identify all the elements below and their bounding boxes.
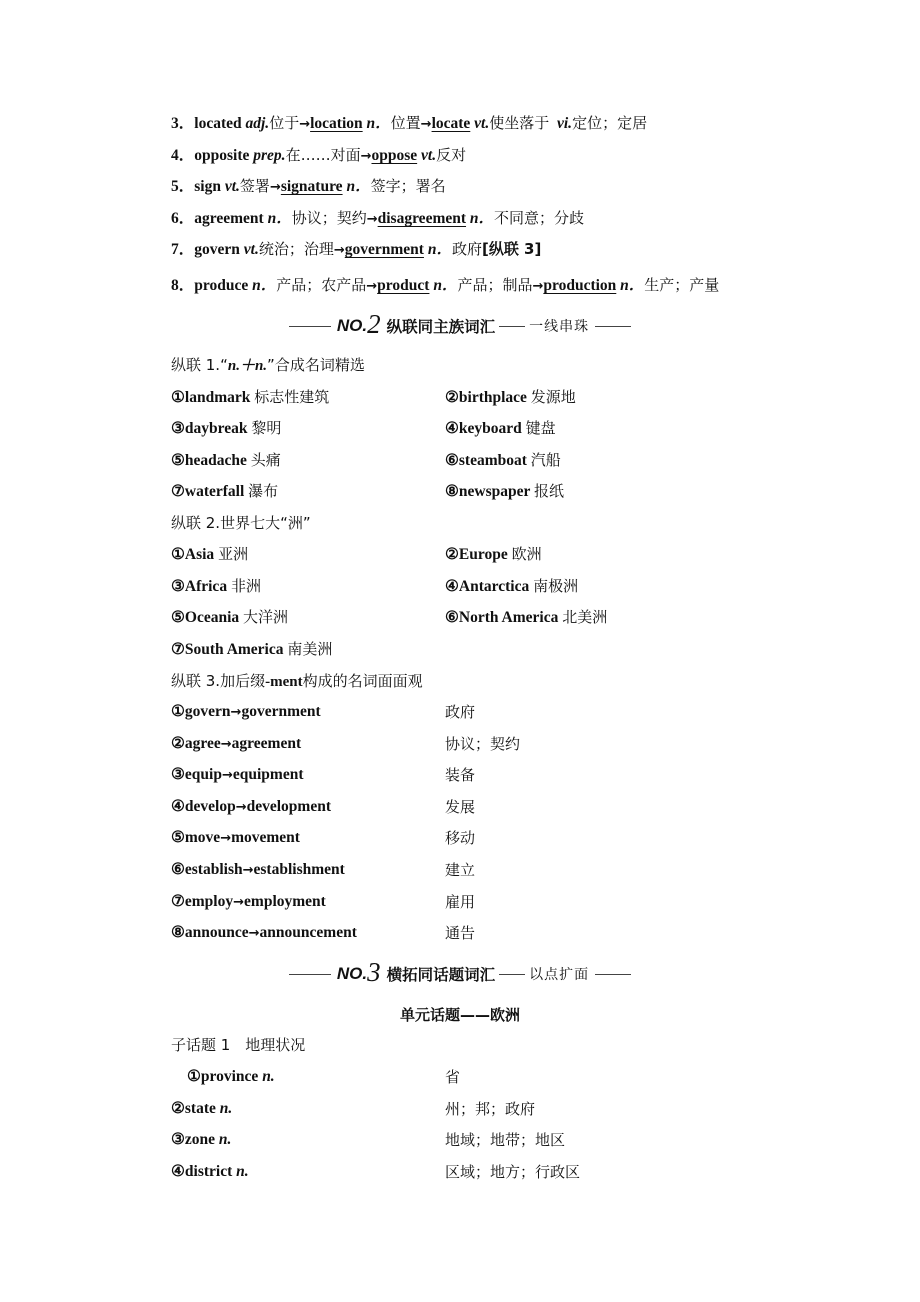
- table-cell: 区域；地方；行政区: [445, 1163, 581, 1181]
- banner-rule: [289, 326, 331, 327]
- vocab-line-4: 4．opposite prep.在……对面→oppose vt.反对: [171, 146, 467, 164]
- list-item: ②Europe 欧洲: [445, 545, 542, 563]
- list-item: ⑧newspaper 报纸: [445, 482, 564, 500]
- banner-rule: [595, 326, 631, 327]
- table-row: ②agree→agreement: [171, 735, 302, 752]
- list-item: ④Antarctica 南极洲: [445, 577, 579, 595]
- table-row: ④district n.: [171, 1163, 249, 1180]
- vocab-line-7: 7．govern vt.统治；治理→government n．政府[纵联 3]: [171, 240, 542, 258]
- table-cell: 雇用: [445, 893, 476, 911]
- list-item: ③daybreak 黎明: [171, 419, 282, 437]
- table-row: ⑦employ→employment: [171, 893, 326, 910]
- list-item: ⑤headache 头痛: [171, 451, 281, 469]
- list-item: ①landmark 标志性建筑: [171, 388, 330, 406]
- table-row: ③equip→equipment: [171, 766, 304, 783]
- list-item: ⑥steamboat 汽船: [445, 451, 561, 469]
- unit-topic-heading: 单元话题——欧洲: [399, 1006, 520, 1024]
- table-row: ⑤move→movement: [171, 829, 300, 846]
- table-cell: 建立: [445, 861, 476, 879]
- table-cell: 协议；契约: [445, 735, 521, 753]
- list-item: ①Asia 亚洲: [171, 545, 249, 563]
- group-3-heading: 纵联 3.加后缀-ment构成的名词面面观: [171, 672, 423, 690]
- vocab-line-3: 3．located adj.位于→location n．位置→locate vt.使坐落于 vi.定位；定居: [171, 114, 648, 132]
- table-cell: 装备: [445, 766, 476, 784]
- table-row: ①govern→government: [171, 703, 321, 720]
- vocab-line-6: 6．agreement n．协议；契约→disagreement n．不同意；分歧: [171, 209, 585, 227]
- list-item: ⑤Oceania 大洋洲: [171, 608, 289, 626]
- list-item: ④keyboard 键盘: [445, 419, 556, 437]
- list-item: ⑦South America 南美洲: [171, 640, 333, 658]
- table-cell: 地域；地带；地区: [445, 1131, 566, 1149]
- banner-rule: [289, 974, 331, 975]
- vocab-line-8: 8．produce n．产品；农产品→product n．产品；制品→production n．生产；产量: [171, 276, 720, 294]
- section-3-banner: NO. 3 横拓同话题词汇 以点扩面: [0, 959, 920, 989]
- table-row: ⑧announce→announcement: [171, 924, 357, 941]
- group-1-heading: 纵联 1.“n.＋n.”合成名词精选: [171, 356, 365, 374]
- list-item: ③Africa 非洲: [171, 577, 261, 595]
- list-item: ②birthplace 发源地: [445, 388, 576, 406]
- table-cell: 通告: [445, 924, 476, 942]
- list-item: ⑦waterfall 瀑布: [171, 482, 279, 500]
- group-2-heading: 纵联 2.世界七大“洲”: [171, 514, 311, 532]
- table-row: ②state n.: [171, 1100, 233, 1117]
- vocab-line-5: 5．sign vt.签署→signature n．签字；署名: [171, 177, 446, 195]
- banner-rule: [595, 974, 631, 975]
- section-3-title: 横拓同话题词汇: [386, 966, 496, 984]
- list-item: ⑥North America 北美洲: [445, 608, 608, 626]
- table-row: ④develop→development: [171, 798, 331, 815]
- table-row: ①province n.: [187, 1068, 275, 1085]
- subtopic-1-heading: 子话题 1 地理状况: [171, 1036, 306, 1054]
- section-2-title: 纵联同主族词汇: [386, 318, 496, 336]
- table-row: ③zone n.: [171, 1131, 232, 1148]
- table-cell: 移动: [445, 829, 476, 847]
- section-2-banner: NO. 2 纵联同主族词汇 一线串珠: [0, 311, 920, 341]
- table-cell: 政府: [445, 703, 476, 721]
- table-cell: 州；邦；政府: [445, 1100, 536, 1118]
- table-row: ⑥establish→establishment: [171, 861, 345, 878]
- table-cell: 省: [445, 1068, 461, 1086]
- table-cell: 发展: [445, 798, 476, 816]
- banner-rule: [499, 974, 525, 975]
- banner-rule: [499, 326, 525, 327]
